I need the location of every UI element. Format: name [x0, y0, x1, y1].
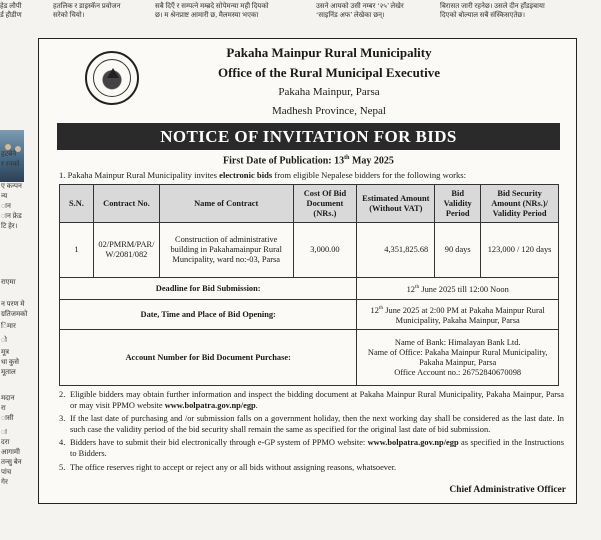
newspaper-fragment: गेर	[1, 478, 8, 486]
header-validity: Bid Validity Period	[435, 185, 481, 223]
opening-value: 12th June 2025 at 2:00 PM at Pakaha Mainpur Rural Municipality, Pakaha Mainpur, Parsa	[357, 300, 559, 330]
notice-title: NOTICE OF INVITATION FOR BIDS	[57, 123, 560, 150]
deadline-label: Deadline for Bid Submission:	[60, 278, 357, 300]
municipality-seal-icon	[85, 51, 139, 105]
account-label: Account Number for Bid Document Purchase:	[60, 330, 357, 386]
address-line-2: Madhesh Province, Nepal	[272, 105, 386, 117]
newspaper-fragment: मूत्र	[1, 348, 10, 356]
account-value	[357, 330, 559, 386]
cell-doc-cost: 3,000.00	[293, 223, 357, 278]
bank-name: Name of Bank: Himalayan Bank Ltd.	[394, 337, 521, 347]
notes-list	[59, 390, 564, 476]
newspaper-fragment: ान	[1, 202, 11, 210]
signature: Chief Administrative Officer	[449, 485, 566, 495]
header-contract-no: Contract No.	[93, 185, 159, 223]
cell-security: 123,000 / 120 days	[481, 223, 559, 278]
bid-table	[59, 184, 559, 386]
note-item: 4. Bidders have to submit their bid electronically through e-GP system of PPMO website: www.bolpatra.gov.np/egp as specified in the Instructions to Bidders.	[59, 438, 564, 458]
newspaper-fragment: ए कन्पन	[1, 182, 22, 190]
newspaper-snippet: हतलिक र डाइस्कॅन प्रवोजन सरेको चियो।	[53, 2, 121, 19]
newspaper-fragment: ो	[1, 336, 7, 344]
newspaper-fragment: रा	[1, 404, 6, 412]
newspaper-fragment: धा कुसे	[1, 358, 19, 366]
intro-paragraph: 1. Pakaha Mainpur Rural Municipality invites electronic bids from eligible Nepalese bidders for the following works:	[59, 170, 467, 180]
header-security: Bid Security Amount (NRs.)/ Validity Period	[481, 185, 559, 223]
bid-notice	[38, 38, 577, 504]
newspaper-fragment: तन्सु बेन	[1, 458, 22, 466]
newspaper-fragment: न्य	[1, 192, 8, 200]
table-row	[60, 223, 559, 278]
cell-contract-name: Construction of administrative building in Pakahamainpur Rural Muncipality, ward no:-03, Parsa	[159, 223, 293, 278]
newspaper-fragment: पांच	[1, 468, 12, 476]
newspaper-fragment: हटबेने	[1, 150, 17, 158]
header-estimated-amount: Estimated Amount (Without VAT)	[357, 185, 435, 223]
header-sn: S.N.	[60, 185, 94, 223]
newspaper-fragment: मूताल	[1, 368, 16, 376]
newspaper-snippet: सबै दिएँ र सम्पत्ने मम्ब्रदे सोपेमन्या मही दियको छ। म श्रेनप्राष्ट आमारी छ, मैलमस्या भएका	[155, 2, 269, 19]
deadline-row	[60, 278, 559, 300]
opening-row	[60, 300, 559, 330]
note-item: 5. The office reserves right to accept or reject any or all bids without assigning reasons, whatsoever.	[59, 462, 397, 472]
newspaper-fragment: ा	[1, 428, 7, 436]
cell-estimated-amount: 4,351,825.68	[357, 223, 435, 278]
header-doc-cost: Cost Of Bid Document (NRs.)	[293, 185, 357, 223]
newspaper-snippet: हेड लौपी र्ड हौडीण	[0, 2, 22, 19]
opening-label: Date, Time and Place of Bid Opening:	[60, 300, 357, 330]
newspaper-fragment: ग्रतिजमको	[1, 310, 28, 318]
newspaper-fragment: ासी	[1, 414, 14, 422]
newspaper-fragment: आगामी	[1, 448, 20, 456]
address-line-1: Pakaha Mainpur, Parsa	[278, 86, 380, 98]
publication-date: First Date of Publication: 13th May 2025	[223, 155, 394, 167]
newspaper-fragment: िमार	[1, 322, 16, 330]
office-name: Office of the Rural Municipal Executive	[217, 65, 441, 80]
newspaper-fragment: राएमा	[1, 278, 16, 286]
org-name: Pakaha Mainpur Rural Municipality	[226, 45, 432, 60]
cell-validity: 90 days	[435, 223, 481, 278]
newspaper-left-column	[0, 38, 28, 540]
table-header-row	[60, 185, 559, 223]
newspaper-top-strip	[0, 0, 601, 30]
newspaper-snippet: उसने आयको उसी नम्बर ‘२५’ लेखेर ‘साइनिंड अफ’ लेखेका छन्।	[316, 2, 404, 19]
cell-contract-no: 02/PMRM/PAR/ W/2081/082	[93, 223, 159, 278]
newspaper-fragment: ान फ्रेड	[1, 212, 22, 220]
office-account-place: Pakaha Mainpur, Parsa	[419, 357, 497, 367]
note-item: 3. If the last date of purchasing and /or submission falls on a government holiday, then the next working day shall be considered as the last date. In such case the validity period of the bid security shall remain the same as specified for the original last date of bid submission.	[59, 414, 564, 434]
newspaper-fragment: र रनको	[1, 160, 20, 168]
newspaper-fragment: मदान	[1, 394, 15, 402]
newspaper-snippet: बिरासत जारी रहनेछ। उसले दीन हाँडइबाया दिएको बोल्याल सबै संस्किसएतेछ।	[440, 2, 545, 19]
deadline-value: 12th June 2025 till 12:00 Noon	[357, 278, 559, 300]
newspaper-fragment: टि हेर।	[1, 222, 18, 230]
newspaper-fragment: न परण मे	[1, 300, 25, 308]
cell-sn: 1	[60, 223, 94, 278]
newspaper-fragment: दरा	[1, 438, 10, 446]
header-contract-name: Name of Contract	[159, 185, 293, 223]
account-number: Office Account no.: 26752840670098	[394, 367, 522, 377]
note-item: 2. Eligible bidders may obtain further information and inspect the bidding document at Pakaha Mainpur Rural Municipality, Pakaha Mainpur, Parsa or may visit PPMO website www.bolpatra.gov.np/egp.	[59, 390, 564, 410]
office-account-name: Name of Office: Pakaha Mainpur Rural Municipality,	[367, 347, 548, 357]
account-row	[60, 330, 559, 386]
